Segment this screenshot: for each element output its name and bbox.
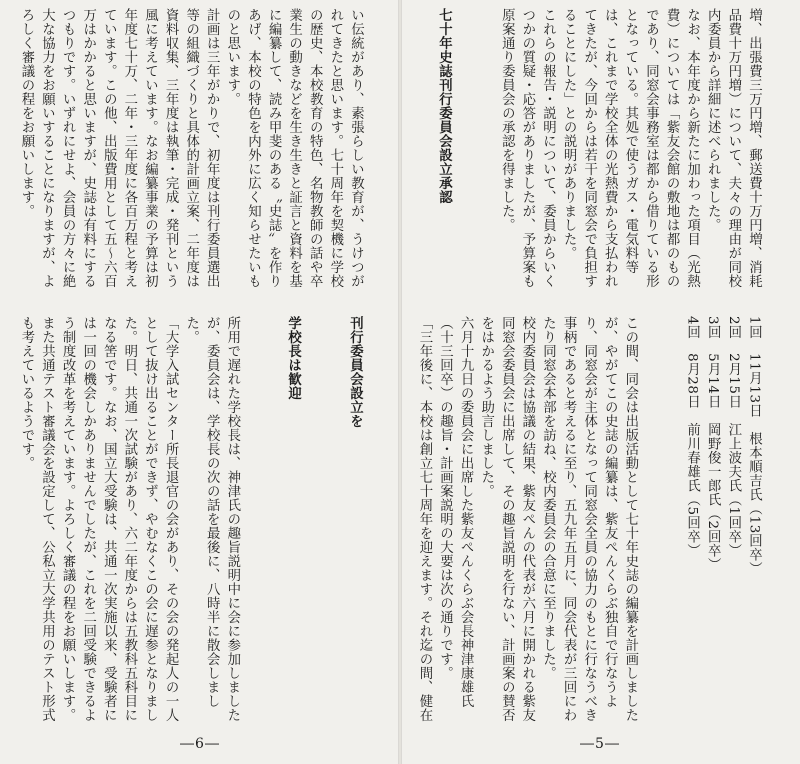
left-page-lower-text [18,316,386,726]
section-heading-anniversary: 七十年史誌刊行委員会設立承認 [436,8,453,204]
lecture-list: 1回 11月13日 根本順吉氏（13回卒） 2回 2月15日 江上波夫氏（1回卒） 3回 5月14日 岡野俊一郎氏（2回卒） 4回 8月28日 前川春雄氏（5回卒） [684,316,762,576]
right-page [400,0,800,764]
right-top-body: 増、出張費三万円増、郵送費十万円増、消耗品費十万円増）について、夫々の理由が同校内委員から詳細に述べられました。 なお、本年度から新たに加わった項目（光熱費）については「紫友会館の敷地は都のものであり、同窓会事務室は都から借りている形となっている。其処で使うガス・電気料等は、これまで学校全体の光熱費から支払われてきたが、今回からは若干を同窓会で負担することにした」との説明がありました。 これらの報告・説明について、委員からいくつかの質疑・応答がありましたが、予算案も原案通り委員会の承認を得ました。 [499,8,762,288]
section-heading-committee: 刊行委員会設立を [347,316,364,428]
right-bottom-body: この間、同会は出版活動として七十年史誌の編纂を計画しましたが、やがてこの史誌の編纂は、紫友ぺんくらぶ独自で行なうより、同窓会が主体となって同窓会全員の協力のもとに行なうべき事柄であると考えるに至り、五九年五月に、同会代表が三回にわたり同窓会本部を訪ね、校内委員会の合意に至りました。 校内委員会は協議の結果、紫友ぺんの代表が六月に開かれる紫友同窓会委員会に出席して、その趣旨説明を行ない、計画案の賛否をはかるよう助言しました。 六月十九日の委員会に出席した紫友ぺんくらぶ会長神津康雄氏（十三回卒）の趣旨・計画案説明の大要は次の通りです。 「三年後に、本校は創立七十周年を迎えます。それ迄の間、健在 [416,316,638,722]
left-page-upper-text [18,8,386,298]
page-number-right: ―5― [580,736,620,752]
left-bottom-body: 所用で遅れた学校長は、神津氏の趣旨説明中に会に参加しましたが、委員会は、学校長の次の話を最後に、八時半に散会しました。 「大学入試センター所長退官の会があり、その会の発起人の一人として抜け出ることができず、やむなくこの会に遅参となりました。明日、共通一次試験があり、六二年度からは五教科五科目になる筈です。なお、国立大受験は、共通一次実施以来、受験者には一回の機会しかありませんでしたが、これを二回受験できるよう制度改革を考えています。よろしく審議の程をお願いします。また共通テスト審議会を設定して、公私立大学共用のテスト形式も考えているようです。 [18,316,240,722]
right-page-lower-text [414,316,784,726]
page-number-left: ―6― [180,736,220,752]
right-page-upper-text [414,8,784,298]
left-top-body: い伝統があり、素張らしい教育が、うけつがれてきたと思います。七十周年を契機に学校の歴史、本校教育の特色、名物教師の話や卒業生の動きなどを生き生きと証言と資料を基に編纂して、読み甲斐のある〝史誌〟を作りあげ、本校の特色を内外に広く知らせたいものと思います。 計画は三年がかりで、初年度は刊行委員選出等の組織づくりと具体的計画立案、二年度は資料収集、三年度は執筆・完成・発刊という風に考えています。なお編纂事業の予算は初年度七十万、二年・三年度に各百万程と考えています。この他、出版費用として五〜六百万はかかると思いますが、史誌は有料にするつもりです。いずれにせよ、会員の方々に絶大な協力をお願いすることになりますが、よろしく審議の程をお願いします。 [18,8,364,288]
section-subheading-principal: 学校長は歓迎 [285,316,302,400]
